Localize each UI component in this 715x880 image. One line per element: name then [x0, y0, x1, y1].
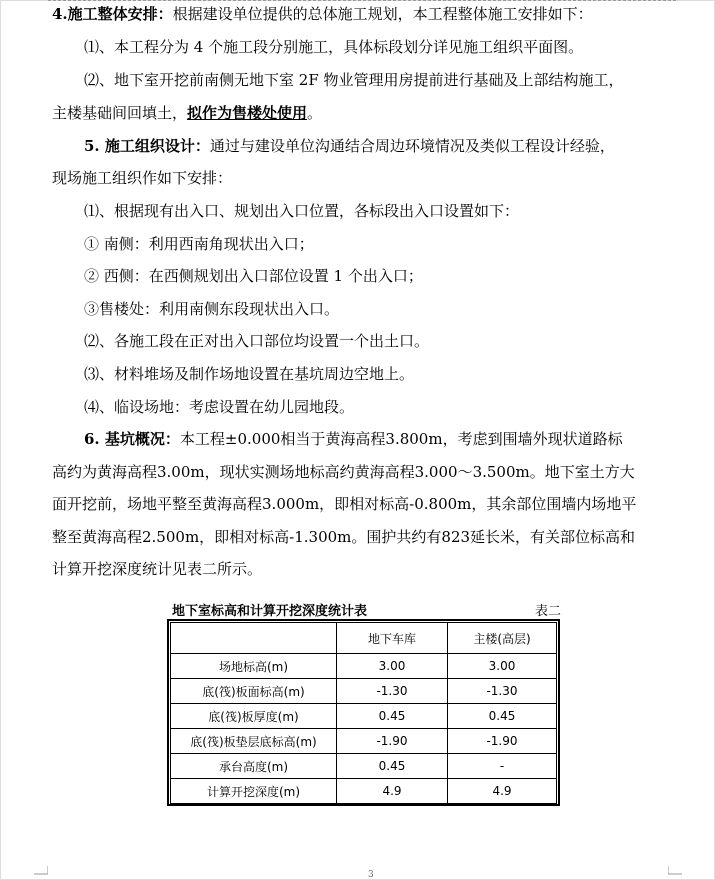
section-4-line	[52, 4, 677, 24]
table-cell: 底(筏)板面标高(m)	[171, 679, 337, 704]
margin-corner-mark-right	[668, 866, 682, 880]
para-5-2: ⑵、各施工段在正对出入口部位均设置一个出土口。	[84, 332, 430, 350]
header-rule	[48, 0, 676, 3]
page-number: 3	[368, 870, 374, 880]
para-5-1b: ② 西侧：在西侧规划出入口部位设置 1 个出入口；	[84, 267, 423, 285]
table-number: 表二	[535, 604, 562, 619]
para-6-line2: 高约为黄海高程3.00m，现状实测场地标高约黄海高程3.000～3.500m。地下室土方大	[52, 463, 635, 481]
para-6-line3: 面开挖前，场地平整至黄海高程3.000m，即相对标高-0.800m，其余部位围墙内场地平	[52, 495, 637, 513]
para-5-4: ⑷、临设场地：考虑设置在幼儿园地段。	[84, 398, 355, 416]
table-cell: 承台高度(m)	[171, 754, 337, 779]
para-5-cont: 现场施工组织作如下安排：	[52, 169, 233, 187]
table-cell: 底(筏)板厚度(m)	[171, 704, 337, 729]
table-cell: 底(筏)板垫层底标高(m)	[171, 729, 337, 754]
section-4-text: 根据建设单位提供的总体施工规划，本工程整体施工安排如下：	[172, 5, 593, 23]
para-6-line4: 整至黄海高程2.500m，即相对标高-1.300m。围护共约有823延长米，有关部位标高和	[52, 528, 636, 546]
table-cell: 4.9	[448, 779, 557, 804]
table-cell: 4.9	[337, 779, 448, 804]
section-5-line	[84, 136, 709, 156]
table-cell: -1.90	[448, 729, 557, 754]
para-4-2-emphasis: 拟作为售楼处使用	[187, 104, 308, 122]
table-title: 地下室标高和计算开挖深度统计表	[172, 604, 368, 619]
table-cell: -1.30	[448, 679, 557, 704]
table-cell: 0.45	[448, 704, 557, 729]
elevation-table	[170, 622, 557, 804]
table-row	[171, 704, 557, 729]
table-header-cell: 地下车库	[337, 623, 448, 654]
table-row	[171, 779, 557, 804]
section-6-title: 6. 基坑概况：	[84, 430, 180, 448]
table-row	[171, 654, 557, 679]
table-cell: -	[448, 754, 557, 779]
table-cell: -1.30	[337, 679, 448, 704]
para-6-line5: 计算开挖深度统计见表二所示。	[52, 560, 263, 578]
section-6-text: 本工程±0.000相当于黄海高程3.800m，考虑到围墙外现状道路标	[179, 430, 623, 448]
para-5-3: ⑶、材料堆场及制作场地设置在基坑周边空地上。	[84, 365, 415, 383]
para-5-1c: ③售楼处：利用南侧东段现状出入口。	[84, 300, 340, 318]
table-cell: 计算开挖深度(m)	[171, 779, 337, 804]
table-header-row	[171, 623, 557, 654]
margin-corner-mark-left	[34, 866, 48, 880]
table-cell: -1.90	[337, 729, 448, 754]
table-row	[171, 754, 557, 779]
section-4-title: 4.施工整体安排：	[52, 5, 173, 23]
table-cell: 0.45	[337, 754, 448, 779]
para-5-1a: ① 南侧：利用西南角现状出入口；	[84, 235, 314, 253]
table-row	[171, 729, 557, 754]
table-cell: 0.45	[337, 704, 448, 729]
table-header-cell: 主楼(高层)	[448, 623, 557, 654]
para-4-2-end: 。	[307, 104, 323, 122]
para-4-1: ⑴、本工程分为 4 个施工段分别施工，具体标段划分详见施工组织平面图。	[84, 38, 584, 56]
para-4-2-line2	[52, 103, 677, 123]
section-5-text: 通过与建设单位沟通结合周边环境情况及类似工程设计经验，	[209, 137, 615, 155]
table-cell: 场地标高(m)	[171, 654, 337, 679]
table-cell: 3.00	[337, 654, 448, 679]
para-4-2-line1: ⑵、地下室开挖前南侧无地下室 2F 物业管理用房提前进行基础及上部结构施工，	[84, 71, 624, 89]
section-6-line	[84, 429, 709, 449]
para-5-1: ⑴、根据现有出入口、规划出入口位置，各标段出入口设置如下：	[84, 202, 520, 220]
table-header-cell	[171, 623, 337, 654]
table-row	[171, 679, 557, 704]
para-4-2-text: 主楼基础间回填土，	[52, 104, 188, 122]
section-5-title: 5. 施工组织设计：	[84, 137, 210, 155]
table-cell: 3.00	[448, 654, 557, 679]
